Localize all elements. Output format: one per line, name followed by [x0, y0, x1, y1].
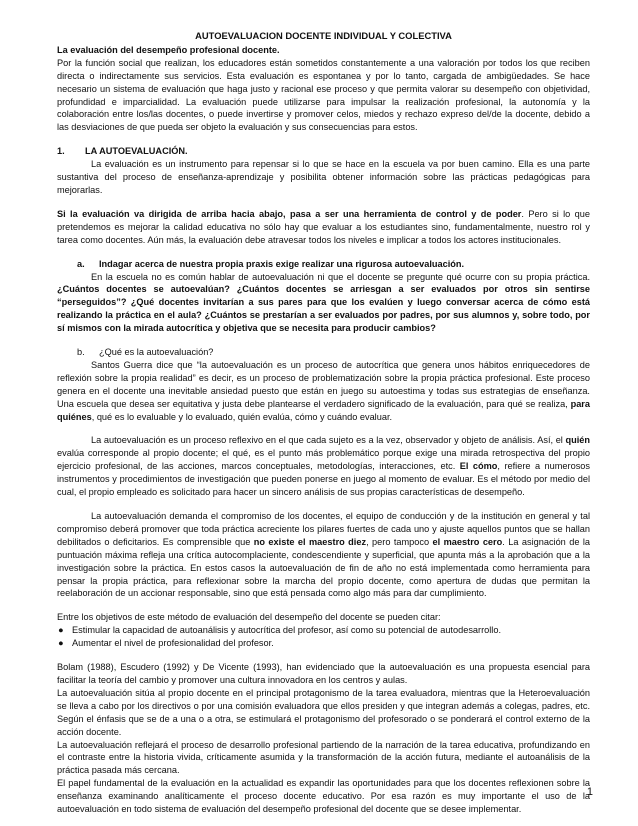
paragraph-text: Santos Guerra dice que “la autoevaluación es un proceso de autocrítica que genera unos hábitos enriquecedores de reflexión sobre la propia realidad” es decir, es un proceso de problematización sobre la propia práctica profesional. Este proceso genera en el docente una inevitable ansiedad puesto que están en juego su autoestima y todas sus estrategias de enseñanza. Una escuela que desea ser equitativa y justa debe plantearse el verdadero significado de la evaluación, para qué se realiza,	[57, 359, 590, 409]
subsection-a-paragraph	[57, 271, 590, 336]
subsection-a-title: Indagar acerca de nuestra propia praxis exige realizar una rigurosa autoevaluación.	[99, 258, 465, 269]
section-1-paragraph: La evaluación es un instrumento para repensar si lo que se hace en la escuela va por buen camino. Ella es una parte sustantiva del proceso de enseñanza-aprendizaje y posibilita obtener información sobre las prácticas pedagógicas para mejorarlas.	[57, 159, 590, 195]
paragraph-text: La autoevaluación es un proceso reflexivo en el que cada sujeto es a la vez, observador y objeto de análisis. Así, el	[91, 435, 566, 446]
subsection-a-label: a.	[77, 258, 85, 269]
paragraph-text: . La asignación de la puntuación máxima refleja una crítica autocomplaciente, condescendiente y superficial, que apunta más a la aprobación que a la investigación sobre la práctica. En estos casos la autoevaluación de fin de año no está implementada como herramienta para pensar la propia práctica, para reflexionar sobre la marcha del propio docente, como apertura de dudas que permitan la reelaboración de un accionar responsable, sino que está pensada como algo más para dar cumplimiento.	[57, 536, 591, 599]
paragraph-text: , refiere a numerosos instrumentos y procedimientos de investigación que pueden ponerse en juego al momento de evaluar. Es el método por medio del cual, el propio empleado es solicitado para hacer un sincero análisis de sus propias características de desempeño.	[57, 461, 590, 498]
objective-text: Estimular la capacidad de autoanálisis y autocrítica del profesor, así como su potencial de autodesarrollo.	[72, 625, 501, 636]
subsection-b-title: ¿Qué es la autoevaluación?	[99, 347, 214, 358]
direction-rest: . Pero si lo que pretendemos es mejorar la calidad educativa no sólo hay que evaluar a los estudiantes sino, fundamentalmente, nuestro rol y tarea como docentes. Aún más, la evaluación debe atravesar todos los niveles e implicar a todos los actores institucionales.	[57, 208, 590, 245]
paragraph-text: , qué es lo evaluable y lo evaluado, quién evalúa, cómo y cuándo evaluar.	[91, 411, 393, 422]
document-title: AUTOEVALUACION DOCENTE INDIVIDUAL Y COLECTIVA	[195, 30, 452, 41]
objective-item	[57, 624, 590, 637]
subsection-b-paragraph-3	[57, 510, 590, 600]
paragraph-text: La autoevaluación demanda el compromiso de los docentes, el equipo de conducción y de la institución en general y tal compromiso deberá promover que toda práctica acreciente los pilares fuertes de cada uno y ajuste aquellos puntos que se hallan debilitados o deficitarios. Es comprensible que	[57, 511, 590, 547]
bullet-icon: ●	[58, 625, 64, 636]
closing-paragraph-4: El papel fundamental de la evaluación en la actualidad es expandir las oportunidades para que los docentes reflexionen sobre la enseñanza examinando analíticamente el proceso docente educativo. Por esa razón es muy importante el uso de la autoevaluación en todo sistema de evaluación del desempeño profesional del docente que se desee implementar.	[57, 778, 590, 815]
paragraph-text: evalúa corresponde al propio docente; el qué, es el punto más problemático porque exige una mirada retrospectiva del propio ejercicio profesional, de las acciones, marcos conceptuales, metodologías, interacciones, etc.	[57, 448, 590, 472]
objective-item	[57, 637, 590, 650]
direction-bold: Si la evaluación va dirigida de arriba hacia abajo, pasa a ser una herramienta de control y de poder	[57, 208, 522, 219]
emphasis-text: quién	[565, 435, 590, 446]
closing-paragraph-1: Bolam (1988), Escudero (1992) y De Vicente (1993), han evidenciado que la autoevaluación es una propuesta esencial para facilitar la teoría del cambio y promover una cultura innovadora en los centros y aulas.	[57, 662, 590, 685]
page-number: 1	[586, 786, 593, 798]
closing-paragraph-3: La autoevaluación reflejará el proceso de desarrollo profesional partiendo de la narración de la tarea educativa, profundizando en el contraste entre la historia vivida, críticamente asumida y la transformación de la acción futura, mediante el autoanálisis de la práctica pasada más cercana.	[57, 739, 590, 776]
subsection-b-paragraph-1	[57, 359, 590, 424]
paragraph-text: , pero tampoco	[366, 536, 433, 547]
objective-text: Aumentar el nivel de profesionalidad del profesor.	[72, 638, 274, 649]
subsection-b-label: b.	[77, 347, 85, 358]
bullet-icon: ●	[58, 638, 64, 649]
emphasis-text: para quiénes	[57, 398, 590, 422]
intro-paragraph: Por la función social que realizan, los educadores están sometidos constantemente a una valoración por todos los que reciben directa o indirectamente sus servicios. Esta evaluación es espontanea y por lo tanto, cargada de ambigüedades. Se hace necesario un sistema de evaluación que haga justo y racional ese proceso y que permita valorar su desempeño con objetividad, profundidad e imparcialidad. La evaluación puede utilizarse para impulsar la realización profesional, la autonomía y la colaboración entre los/las docentes, o puede invertirse y promover celos, miedos y rechazo expreso del/de la docente, debido a las desviaciones de que pueda ser objeto la evaluación y sus consecuencias para estos.	[57, 57, 590, 133]
intro-heading: La evaluación del desempeño profesional docente.	[57, 44, 280, 55]
closing-paragraph-2: La autoevaluación sitúa al propio docente en el principal protagonismo de la tarea evaluadora, mientras que la Heteroevaluación se lleva a cabo por los directivos o por una comisión evaluadora que ellos presiden y que integran además a colegas, padres, etc. Según el énfasis que se de a una o a otra, se estimulará el protagonismo del profesorado o se ponderará el control externo de la acción docente.	[57, 687, 590, 737]
direction-paragraph	[57, 208, 590, 247]
subsection-a-heading	[57, 258, 590, 271]
section-1-heading	[57, 145, 590, 158]
section-1-number: 1.	[57, 146, 65, 157]
subsection-a-questions: ¿Cuántos docentes se autoevalúan? ¿Cuántos docentes se arriesgan a ser evaluados por otros sin sentirse “perseguidos”? ¿Qué docentes invitarían a sus pares para que los evalúen y luego conversar acerca de cómo está realizando la práctica en el aula? ¿Cuántos se prestarían a ser evaluados por padres, por sus alumnos y, sobre todo, por sí mismos con la mirada autocrítica y objetiva que se necesita para producir cambios?	[57, 284, 590, 334]
subsection-b-paragraph-2	[57, 434, 590, 499]
objectives-intro: Entre los objetivos de este método de evaluación del desempeño del docente se pueden citar:	[57, 612, 441, 623]
section-1-title: LA AUTOEVALUACIÓN.	[85, 146, 188, 157]
emphasis-text: no existe el maestro diez	[253, 536, 367, 547]
document-body	[57, 30, 590, 816]
subsection-b-heading	[57, 346, 590, 359]
emphasis-text: El cómo	[459, 461, 498, 472]
subsection-a-text: En la escuela no es común hablar de autoevaluación ni que el docente se pregunte qué ocurre con su propia práctica.	[91, 271, 590, 282]
emphasis-text: el maestro cero	[432, 536, 503, 547]
